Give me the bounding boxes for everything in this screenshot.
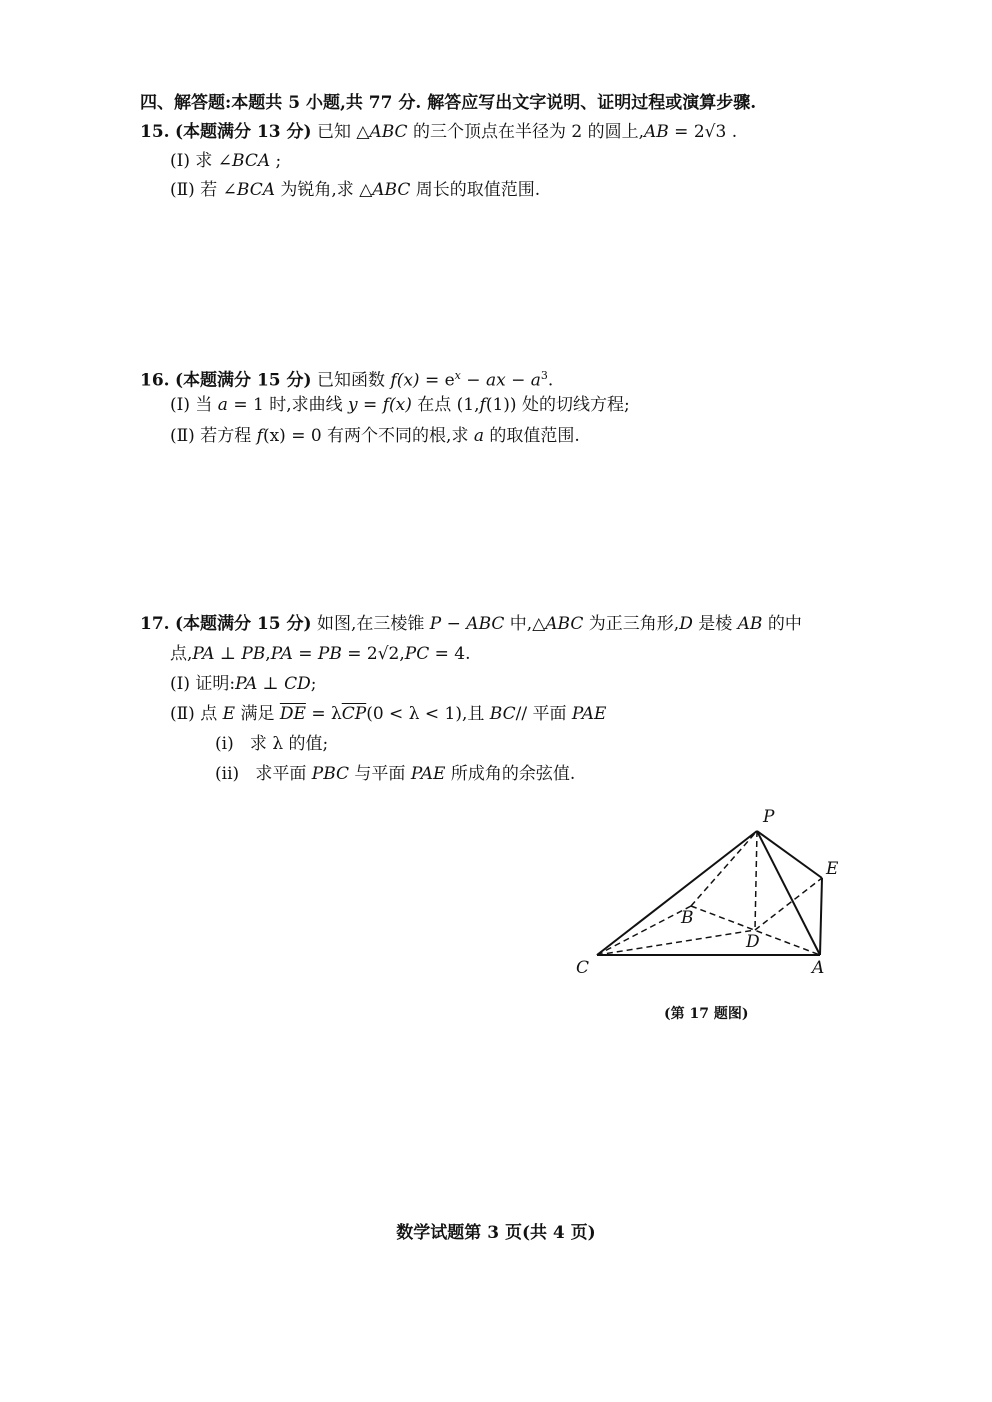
text: 求平面: [255, 764, 312, 784]
math-superscript: x: [454, 369, 461, 382]
question-17-part-2-i: [215, 732, 328, 756]
text: 为锐角,求 △: [274, 180, 373, 200]
math: y: [348, 395, 358, 415]
text: 求 ∠: [195, 151, 233, 171]
math: PA ⊥ PB: [192, 644, 266, 664]
question-15-part-2: [170, 178, 540, 202]
math: f: [256, 426, 263, 446]
part-label: (Ⅱ): [170, 704, 195, 724]
text: ;: [270, 151, 282, 171]
edge-pe: [757, 831, 822, 878]
text: 的三个顶点在半径为 2 的圆上,: [407, 122, 644, 142]
label-e: E: [826, 859, 839, 879]
question-score: (本题满分 13 分): [174, 122, 312, 142]
math: f: [479, 395, 486, 415]
math: AB: [644, 122, 669, 142]
math: √3: [704, 122, 727, 142]
text: .: [726, 122, 738, 142]
question-16-part-2: [170, 424, 580, 448]
text: 已知 △: [316, 122, 370, 142]
math: PAE: [571, 704, 607, 724]
text: 与平面: [349, 764, 411, 784]
math: PA ⊥ CD: [235, 674, 311, 694]
text: ;: [310, 674, 317, 694]
question-number: 15.: [140, 122, 170, 142]
text: .: [547, 370, 554, 391]
text: // 平面: [515, 704, 572, 724]
math: ABC: [369, 122, 408, 142]
math: √2: [377, 644, 400, 664]
math: PAE: [410, 764, 446, 784]
text: = 4.: [429, 644, 471, 664]
question-score: (本题满分 15 分): [174, 614, 312, 634]
edge-pa: [757, 831, 820, 955]
text: 当: [195, 395, 218, 415]
math: P − ABC: [429, 614, 505, 634]
sub-label: (ii): [215, 764, 240, 784]
text: 周长的取值范围.: [410, 180, 541, 200]
label-b: B: [681, 908, 694, 928]
question-score: (本题满分 15 分): [174, 370, 312, 391]
part-label: (Ⅰ): [170, 674, 190, 694]
part-label: (Ⅱ): [170, 180, 195, 200]
text: = λ: [305, 704, 342, 724]
question-15-stem: [140, 120, 737, 144]
question-17-stem-continued: [170, 642, 471, 666]
math: f(x): [382, 395, 412, 415]
label-p: P: [763, 807, 775, 827]
question-17-part-1: [170, 672, 316, 696]
label-d: D: [746, 932, 760, 952]
math: BC: [489, 704, 516, 724]
math: f: [390, 370, 397, 391]
text: 证明:: [195, 674, 236, 694]
text: ,: [265, 644, 271, 664]
question-17-part-2: [170, 702, 606, 726]
question-number: 16.: [140, 370, 170, 391]
edge-cp: [597, 831, 757, 955]
label-a: A: [812, 958, 825, 978]
math: D: [679, 614, 693, 634]
math-superscript: 3: [540, 369, 548, 382]
edge-cd: [597, 930, 755, 955]
part-label: (Ⅱ): [170, 426, 195, 446]
text: (1)) 处的切线方程;: [485, 395, 630, 415]
text: 满足: [235, 704, 280, 724]
math: PA = PB: [270, 644, 342, 664]
edge-ea: [820, 878, 822, 955]
text: = 1 时,求曲线: [227, 395, 349, 415]
edge-pd: [755, 831, 757, 930]
text: 在点 (1,: [411, 395, 480, 415]
text: 的取值范围.: [484, 426, 580, 446]
text: ,: [399, 644, 405, 664]
text: = e: [419, 370, 455, 391]
question-17-part-2-ii: [215, 762, 575, 786]
math: ABC: [545, 614, 584, 634]
text: 若 ∠: [200, 180, 237, 200]
edge-cb: [597, 906, 691, 955]
text: = 2: [668, 122, 705, 142]
text: 点: [200, 704, 223, 724]
text: (x) = 0 有两个不同的根,求: [262, 426, 474, 446]
section-heading: 四、解答题:本题共 5 小题,共 77 分. 解答应写出文字说明、证明过程或演算步骤.: [140, 93, 757, 113]
edge-bp: [691, 831, 757, 906]
math: − ax − a: [460, 370, 541, 391]
edge-de: [755, 878, 822, 930]
text: 中,△: [504, 614, 546, 634]
question-17-stem: [140, 612, 802, 636]
math: BCA: [232, 151, 271, 171]
sub-label: (i): [215, 734, 234, 754]
vector-de: $\overline{DE}$: [279, 704, 306, 724]
math: a: [217, 395, 228, 415]
label-c: C: [576, 958, 590, 978]
pyramid-figure: [560, 800, 880, 990]
math: AB: [737, 614, 763, 634]
part-label: (Ⅰ): [170, 395, 190, 415]
math: BCA: [236, 180, 275, 200]
text: =: [357, 395, 383, 415]
text: (0 < λ < 1),且: [366, 704, 490, 724]
figure-caption: (第 17 题图): [664, 1006, 749, 1022]
text: 为正三角形,: [583, 614, 680, 634]
page-footer: 数学试题第 3 页(共 4 页): [396, 1223, 596, 1243]
vector-cp: $\overline{CP}$: [341, 704, 367, 724]
math: PC: [404, 644, 430, 664]
text: 是棱: [692, 614, 738, 634]
math: a: [473, 426, 485, 446]
text: 已知函数: [316, 370, 391, 391]
math: ABC: [372, 180, 411, 200]
question-16-part-1: [170, 393, 630, 417]
text: 如图,在三棱锥: [316, 614, 430, 634]
text: 所成角的余弦值.: [445, 764, 576, 784]
text: 若方程: [200, 426, 257, 446]
text: 求 λ 的值;: [249, 734, 329, 754]
math: (x): [396, 370, 420, 391]
text: 的中: [762, 614, 802, 634]
question-15-part-1: [170, 149, 281, 173]
math: E: [222, 704, 236, 724]
part-label: (Ⅰ): [170, 151, 190, 171]
text: 点,: [170, 644, 193, 664]
math: PBC: [311, 764, 350, 784]
text: = 2: [341, 644, 378, 664]
question-16-stem: [140, 364, 553, 393]
question-number: 17.: [140, 614, 170, 634]
